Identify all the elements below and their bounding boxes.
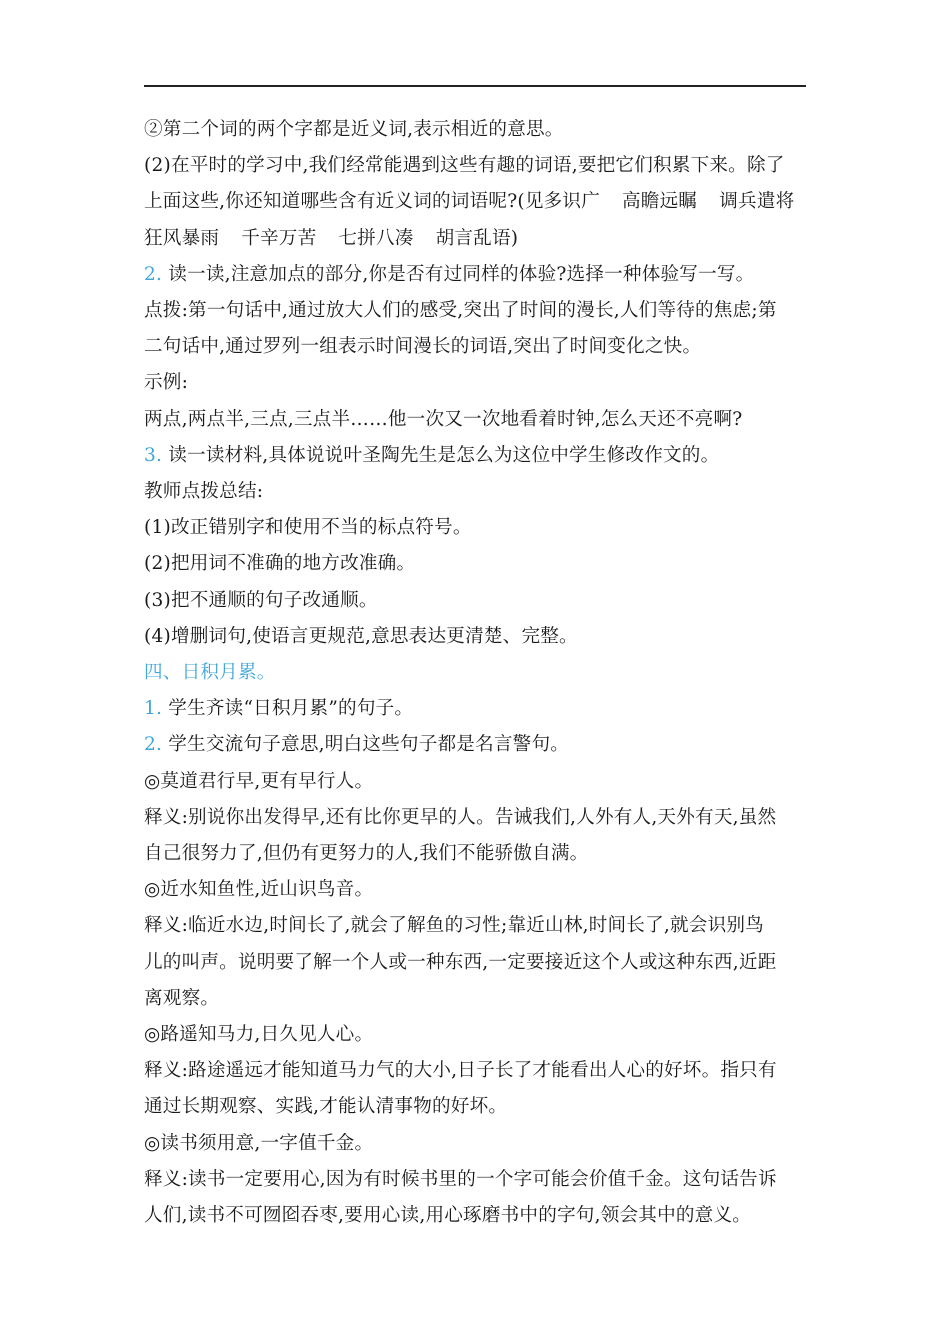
question-number: 2. [144, 734, 163, 756]
proverb: ◎读书须用意,一字值千金。 [144, 1132, 374, 1154]
question-line [144, 438, 812, 474]
idiom: 高瞻远瞩 [622, 191, 698, 213]
text-line: 通过长期观察、实践,才能认清事物的好坏。 [144, 1096, 508, 1118]
text-line: 人们,读书不可囫囵吞枣,要用心读,用心琢磨书中的字句,领会其中的意义。 [144, 1205, 752, 1227]
text-segment: 上面这些,你还知道哪些含有近义词的词语呢?(见多识广 [144, 191, 600, 213]
text-line [144, 184, 812, 220]
text-line: 释义:别说你出发得早,还有比你更早的人。告诫我们,人外有人,天外有天,虽然 [144, 806, 777, 828]
text-line [144, 221, 812, 257]
text-line: (1)改正错别字和使用不当的标点符号。 [144, 517, 472, 539]
text-line: 二句话中,通过罗列一组表示时间漫长的词语,突出了时间变化之快。 [144, 336, 702, 358]
idiom: 千辛万苦 [241, 227, 317, 249]
header-rule [144, 85, 806, 87]
text-line: 释义:读书一定要用心,因为有时候书里的一个字可能会价值千金。这句话告诉 [144, 1168, 777, 1190]
question-line [144, 727, 812, 763]
proverb: ◎莫道君行早,更有早行人。 [144, 770, 374, 792]
text-line: 离观察。 [144, 987, 220, 1009]
text-line: 释义:路途遥远才能知道马力气的大小,日子长了才能看出人心的好坏。指只有 [144, 1060, 777, 1082]
proverb: ◎近水知鱼性,近山识鸟音。 [144, 879, 374, 901]
text-line: 教师点拨总结: [144, 481, 264, 503]
proverb: ◎路遥知马力,日久见人心。 [144, 1024, 374, 1046]
question-text: 学生交流句子意思,明白这些句子都是名言警句。 [168, 734, 570, 756]
text-line: (2)在平时的学习中,我们经常能遇到这些有趣的词语,要把它们积累下来。除了 [144, 155, 785, 177]
document-body [144, 112, 812, 1234]
idiom: 调兵遣将 [719, 191, 795, 213]
question-text: 读一读材料,具体说说叶圣陶先生是怎么为这位中学生修改作文的。 [168, 444, 720, 466]
text-line: 释义:临近水边,时间长了,就会了解鱼的习性;靠近山林,时间长了,就会识别鸟 [144, 915, 764, 937]
question-text: 读一读,注意加点的部分,你是否有过同样的体验?选择一种体验写一写。 [168, 263, 755, 285]
question-number: 2. [144, 263, 163, 285]
text-line: (4)增删词句,使语言更规范,意思表达更清楚、完整。 [144, 625, 578, 647]
text-line: 两点,两点半,三点,三点半……他一次又一次地看着时钟,怎么天还不亮啊? [144, 408, 743, 430]
text-line: ②第二个词的两个字都是近义词,表示相近的意思。 [144, 119, 564, 140]
text-line: 自己很努力了,但仍有更努力的人,我们不能骄傲自满。 [144, 843, 589, 865]
question-line [144, 691, 812, 727]
question-text: 学生齐读“日积月累”的句子。 [168, 698, 414, 720]
text-line: 点拨:第一句话中,通过放大人们的感受,突出了时间的漫长,人们等待的焦虑;第 [144, 300, 777, 322]
text-line: (2)把用词不准确的地方改准确。 [144, 553, 416, 575]
idiom: 七拼八凑 [338, 227, 414, 249]
text-line: (3)把不通顺的句子改通顺。 [144, 589, 378, 611]
question-line [144, 257, 812, 293]
question-number: 1. [144, 698, 163, 720]
idiom: 胡言乱语) [435, 227, 519, 249]
section-heading: 四、日积月累。 [144, 662, 276, 684]
text-line: 儿的叫声。说明要了解一个人或一种东西,一定要接近这个人或这种东西,近距 [144, 951, 777, 973]
idiom: 狂风暴雨 [144, 227, 220, 249]
text-line: 示例: [144, 372, 189, 394]
question-number: 3. [144, 444, 163, 466]
